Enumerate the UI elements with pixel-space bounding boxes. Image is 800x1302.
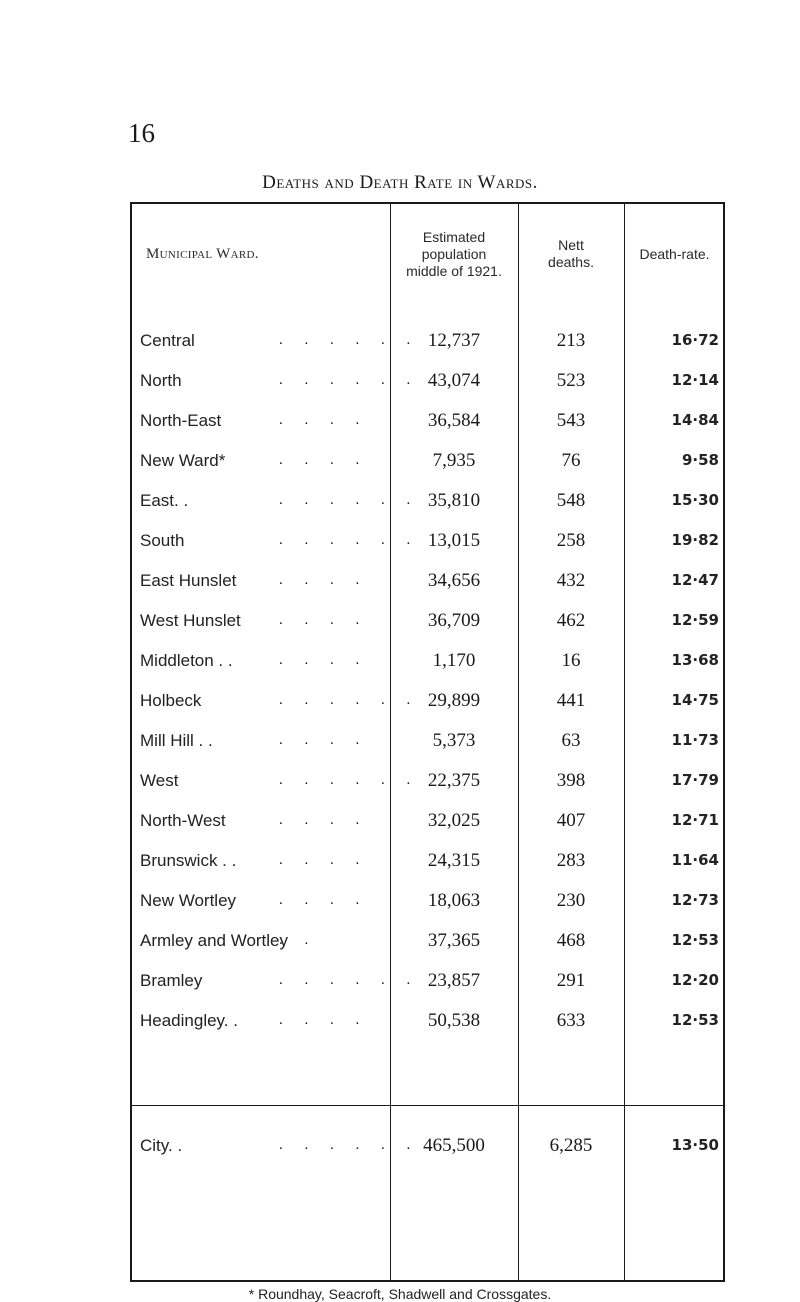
leader-dots: . . . . . . [279, 972, 420, 988]
deaths-value: 548 [556, 490, 586, 511]
leader-dots: . . . . . . [279, 1137, 420, 1153]
leader-dots: . . . . [279, 412, 369, 428]
table-row [132, 682, 723, 719]
population-value: 5,373 [432, 730, 476, 751]
death-rate-value: 12·20 [671, 971, 719, 989]
table-row [132, 762, 723, 799]
page-title: Deaths and Death Rate in Wards. [262, 172, 538, 193]
deaths-value: 283 [556, 850, 586, 871]
population-value: 1,170 [432, 650, 476, 671]
leader-dots: . . . . [279, 892, 369, 908]
leader-dots: . . . . [279, 652, 369, 668]
leader-dots: . . . . [279, 1012, 369, 1028]
deaths-value: 16 [561, 650, 581, 671]
table-row [132, 722, 723, 759]
death-rate-value: 12·53 [671, 931, 719, 949]
death-rate-value: 16·72 [671, 331, 719, 349]
header-municipal-ward: Municipal Ward. [146, 245, 259, 262]
death-rate-value: 12·14 [671, 371, 719, 389]
death-rate-value: 11·73 [671, 731, 719, 749]
table-row [132, 802, 723, 839]
table-row [132, 562, 723, 599]
ward-name: South [140, 531, 185, 550]
population-value: 18,063 [427, 890, 481, 911]
table-row [132, 402, 723, 439]
leader-dots: . . . . . . [279, 532, 420, 548]
death-rate-value: 13·50 [671, 1136, 719, 1154]
deaths-value: 407 [556, 810, 586, 831]
header-nett-deaths: Nett deaths. [548, 237, 594, 270]
population-value: 36,584 [427, 410, 481, 431]
deaths-value: 398 [556, 770, 586, 791]
ward-name: Headingley. . [140, 1011, 238, 1030]
deaths-value: 633 [556, 1010, 586, 1031]
population-value: 465,500 [423, 1135, 485, 1156]
leader-dots: . . . . [279, 612, 369, 628]
death-rate-value: 9·58 [681, 451, 719, 469]
leader-dots: . . . . . . [279, 772, 420, 788]
leader-dots: . . [279, 932, 318, 948]
table-row [132, 482, 723, 519]
population-value: 43,074 [427, 370, 481, 391]
page-number: 16 [128, 118, 155, 148]
deaths-value: 230 [556, 890, 586, 911]
death-rate-value: 19·82 [671, 531, 719, 549]
header-population: Estimated population middle of 1921. [406, 228, 502, 279]
table-row [132, 642, 723, 679]
deaths-value: 441 [556, 690, 586, 711]
deaths-value: 76 [561, 450, 581, 471]
death-rate-value: 11·64 [671, 851, 719, 869]
population-value: 34,656 [427, 570, 481, 591]
ward-name: Central [140, 331, 195, 350]
table-row [132, 1002, 723, 1039]
deaths-value: 291 [556, 970, 586, 991]
death-rate-value: 17·79 [671, 771, 719, 789]
table-row [132, 522, 723, 559]
total-row [132, 1127, 723, 1164]
ward-name: West Hunslet [140, 611, 241, 630]
ward-name: East Hunslet [140, 571, 237, 590]
leader-dots: . . . . [279, 452, 369, 468]
population-value: 13,015 [427, 530, 481, 551]
population-value: 23,857 [427, 970, 481, 991]
table-row [132, 962, 723, 999]
table-row [132, 882, 723, 919]
footnote: * Roundhay, Seacroft, Shadwell and Crossgates. [248, 1286, 552, 1302]
leader-dots: . . . . . . [279, 332, 420, 348]
leader-dots: . . . . . . [279, 692, 420, 708]
death-rate-value: 14·75 [671, 691, 719, 709]
death-rate-value: 12·71 [671, 811, 719, 829]
death-rate-table [130, 202, 725, 1282]
ward-name: Bramley [140, 971, 203, 990]
population-value: 32,025 [427, 810, 481, 831]
deaths-value: 468 [556, 930, 586, 951]
ward-name: New Wortley [140, 891, 237, 910]
deaths-value: 462 [556, 610, 586, 631]
population-value: 29,899 [427, 690, 481, 711]
deaths-value: 432 [556, 570, 586, 591]
ward-name: North-East [140, 411, 222, 430]
ward-name: Middleton . . [140, 651, 233, 670]
death-rate-value: 15·30 [671, 491, 719, 509]
leader-dots: . . . . [279, 852, 369, 868]
population-value: 24,315 [427, 850, 481, 871]
ward-name: Brunswick . . [140, 851, 237, 870]
death-rate-value: 12·73 [671, 891, 719, 909]
ward-name: North [140, 371, 182, 390]
population-value: 35,810 [427, 490, 481, 511]
death-rate-value: 12·47 [671, 571, 719, 589]
population-value: 12,737 [427, 330, 481, 351]
death-rate-value: 12·53 [671, 1011, 719, 1029]
table-header [132, 204, 723, 304]
deaths-value: 543 [556, 410, 586, 431]
deaths-value: 63 [561, 730, 581, 751]
population-value: 37,365 [427, 930, 481, 951]
table-row [132, 602, 723, 639]
ward-name: East. . [140, 491, 189, 510]
leader-dots: . . . . [279, 732, 369, 748]
total-divider [132, 1105, 723, 1106]
table-row [132, 442, 723, 479]
death-rate-value: 14·84 [671, 411, 719, 429]
table-row [132, 922, 723, 959]
population-value: 36,709 [427, 610, 481, 631]
ward-name: Armley and Wortley [140, 931, 289, 950]
table-row [132, 842, 723, 879]
leader-dots: . . . . [279, 572, 369, 588]
table-row [132, 362, 723, 399]
leader-dots: . . . . . . [279, 372, 420, 388]
death-rate-value: 12·59 [671, 611, 719, 629]
population-value: 22,375 [427, 770, 481, 791]
population-value: 50,538 [427, 1010, 481, 1031]
ward-name: City. . [140, 1136, 183, 1155]
ward-name: West [140, 771, 179, 790]
ward-name: Mill Hill . . [140, 731, 213, 750]
ward-name: New Ward* [140, 451, 226, 470]
deaths-value: 6,285 [549, 1135, 593, 1156]
leader-dots: . . . . [279, 812, 369, 828]
header-death-rate: Death-rate. [639, 245, 710, 262]
deaths-value: 258 [556, 530, 586, 551]
death-rate-value: 13·68 [671, 651, 719, 669]
ward-name: North-West [140, 811, 226, 830]
table-row [132, 322, 723, 359]
ward-name: Holbeck [140, 691, 202, 710]
deaths-value: 523 [556, 370, 586, 391]
deaths-value: 213 [556, 330, 586, 351]
leader-dots: . . . . . . [279, 492, 420, 508]
population-value: 7,935 [432, 450, 476, 471]
